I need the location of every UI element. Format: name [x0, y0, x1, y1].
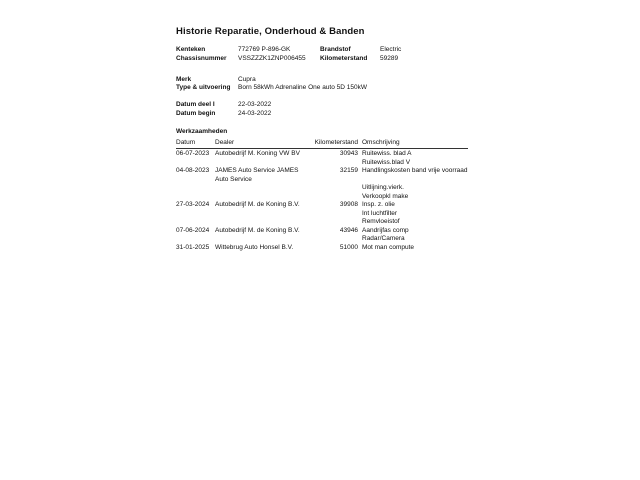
datum-deel-1-label: Datum deel I — [176, 101, 215, 108]
kilometerstand-label: Kilometerstand — [320, 54, 368, 62]
cell-datum: 04-08-2023 — [176, 167, 210, 174]
dates-section — [176, 101, 468, 119]
type-uitvoering-label: Type & uitvoering — [176, 84, 231, 92]
merk-label: Merk — [176, 75, 192, 83]
cell-dealer: Autobedrijf M. Koning VW BV — [215, 150, 300, 157]
cell-datum: 06-07-2023 — [176, 150, 210, 157]
table-body — [176, 150, 468, 252]
cell-omschrijving — [358, 201, 468, 227]
cell-kilometerstand: 32159 — [339, 167, 358, 174]
table-row — [176, 227, 468, 244]
datum-deel-1-value: 22-03-2022 — [238, 101, 272, 108]
vehicle-section — [176, 76, 468, 94]
cell-kilometerstand: 30943 — [339, 150, 358, 157]
werkzaamheden-table — [176, 139, 468, 253]
kilometerstand-value: 59289 — [380, 54, 399, 62]
cell-dealer: Autobedrijf M. de Koning B.V. — [215, 226, 300, 234]
omschrijving-line: Uitlijning.vierk. — [362, 184, 404, 191]
cell-kilometerstand: 51000 — [339, 243, 358, 251]
table-row — [176, 167, 468, 201]
type-uitvoering-value: Born 58kWh Adrenaline One auto 5D 150kW — [238, 84, 367, 92]
chassisnummer-label: Chassisnummer — [176, 54, 227, 62]
table-row — [176, 244, 468, 253]
datum-begin-label: Datum begin — [176, 109, 216, 117]
omschrijving-line — [362, 176, 468, 185]
cell-kilometerstand: 39908 — [339, 201, 358, 208]
cell-omschrijving — [358, 167, 468, 201]
table-row — [176, 150, 468, 167]
cell-datum: 27-03-2024 — [176, 201, 210, 208]
omschrijving-line: Ruitewiss. blad A — [362, 150, 412, 157]
werkzaamheden-section-title: Werkzaamheden — [176, 127, 228, 135]
omschrijving-line: Handlingskosten band vrije voorraad — [362, 167, 468, 174]
omschrijving-line: Aandrijfas comp — [362, 226, 409, 234]
kenteken-label: Kenteken — [176, 46, 206, 53]
cell-dealer: JAMES Auto Service JAMES Auto Service — [215, 167, 299, 183]
datum-begin-value: 24-03-2022 — [238, 109, 272, 117]
omschrijving-line: Mot man compute — [362, 243, 415, 251]
omschrijving-line: Ruitewiss.blad V — [362, 158, 411, 166]
omschrijving-line: Insp. z. olie — [362, 201, 395, 208]
cell-omschrijving — [358, 244, 468, 253]
omschrijving-line: Remvloeistof — [362, 218, 400, 225]
page-title: Historie Reparatie, Onderhoud & Banden — [176, 26, 365, 37]
header-dealer: Dealer — [215, 138, 235, 146]
cell-kilometerstand: 43946 — [339, 226, 358, 234]
cell-omschrijving — [358, 227, 468, 244]
merk-value: Cupra — [238, 75, 256, 83]
chassisnummer-value: VSSZZZK1ZNP006455 — [238, 54, 306, 62]
cell-datum: 07-06-2024 — [176, 226, 210, 234]
header-datum: Datum — [176, 138, 196, 146]
brandstof-value: Electric — [380, 46, 402, 53]
cell-dealer: Wittebrug Auto Honsel B.V. — [215, 243, 294, 251]
table-header-row — [176, 139, 468, 150]
omschrijving-line: Verkoopkl make — [362, 192, 409, 200]
cell-omschrijving — [358, 150, 468, 167]
header-kilometerstand: Kilometerstand — [314, 138, 358, 146]
cell-dealer: Autobedrijf M. de Koning B.V. — [215, 201, 300, 208]
omschrijving-line: Int luchtfilter — [362, 209, 398, 217]
cell-datum: 31-01-2025 — [176, 243, 210, 251]
identification-section — [176, 46, 468, 64]
kenteken-value: 772769 P-896-GK — [238, 46, 291, 53]
header-omschrijving: Omschrijving — [362, 138, 400, 146]
report-document — [176, 26, 468, 252]
table-row — [176, 201, 468, 227]
brandstof-label: Brandstof — [320, 46, 351, 53]
omschrijving-line: Radar/Camera — [362, 235, 405, 242]
